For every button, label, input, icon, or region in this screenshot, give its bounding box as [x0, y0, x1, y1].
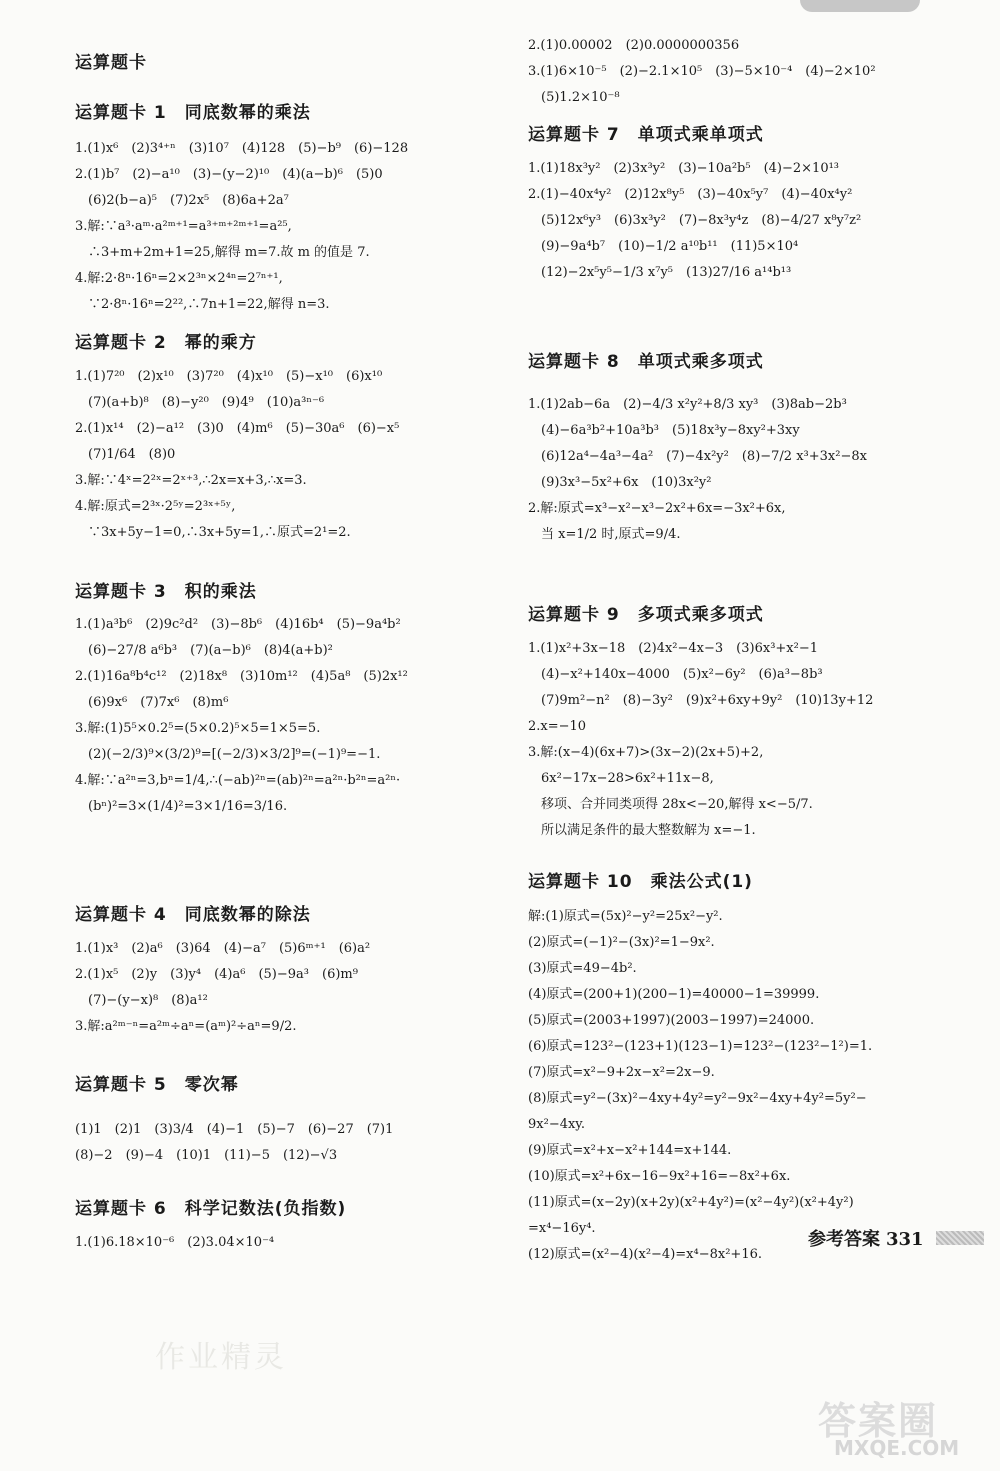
watermark-site: MXQE.COM [834, 1436, 960, 1460]
answer-block [528, 33, 978, 111]
answer-block [75, 612, 475, 820]
answer-block [528, 392, 978, 548]
answer-line: (6)12a⁴−4a³−4a² (7)−4x²y² (8)−7/2 x³+3x²−8x [528, 449, 867, 464]
answer-block [75, 136, 475, 318]
answer-line: (5)原式=(2003+1997)(2003−1997)=24000. [528, 1013, 815, 1028]
page-number: 331 [886, 1229, 924, 1250]
footer-label: 参考答案 [808, 1229, 880, 1250]
answer-line: (6)原式=123²−(123+1)(123−1)=123²−(123²−1²)=1. [528, 1039, 873, 1054]
answer-line: (5)12x⁶y³ (6)3x³y² (7)−8x³y⁴z (8)−4/27 x⁸y⁷z² [528, 213, 862, 228]
answer-line: =x⁴−16y⁴. [528, 1221, 596, 1236]
answer-line: (9)原式=x²+x−x²+144=x+144. [528, 1143, 732, 1158]
answer-line: 9x²−4xy. [528, 1117, 586, 1132]
answer-line: 2.(1)−40x⁴y² (2)12x⁸y⁵ (3)−40x⁵y⁷ (4)−40x⁴y² [528, 187, 853, 202]
answer-line: (7)原式=x²−9+2x−x²=2x−9. [528, 1065, 715, 1080]
answer-line: (11)原式=(x−2y)(x+2y)(x²+4y²)=(x²−4y²)(x²+4y²) [528, 1195, 854, 1210]
answer-line: ∵3x+5y−1=0,∴3x+5y=1,∴原式=2¹=2. [75, 525, 351, 540]
answer-line: (4)−x²+140x−4000 (5)x²−6y² (6)a³−8b³ [528, 667, 823, 682]
watermark-center: 作业精灵 [155, 1340, 287, 1375]
answer-line: 4.解:∵a²ⁿ=3,bⁿ=1/4,∴(−ab)²ⁿ=(ab)²ⁿ=a²ⁿ·b²ⁿ=a²ⁿ· [75, 773, 401, 788]
answer-line: 3.解:(1)5⁵×0.2⁵=(5×0.2)⁵×5=1×5=5. [75, 721, 321, 736]
answer-line: (6)−27/8 a⁶b³ (7)(a−b)⁶ (8)4(a+b)² [75, 643, 333, 658]
answer-line: (4)原式=(200+1)(200−1)=40000−1=39999. [528, 987, 820, 1002]
answer-line: 2.解:原式=x³−x²−x³−2x²+6x=−3x²+6x, [528, 501, 786, 516]
section-heading: 运算题卡 6 科学记数法(负指数) [75, 1199, 347, 1219]
section-heading: 运算题卡 2 幂的乘方 [75, 333, 257, 353]
section-heading: 运算题卡 4 同底数幂的除法 [75, 905, 311, 925]
answer-line: (4)−6a³b²+10a³b³ (5)18x³y−8xy²+3xy [528, 423, 800, 438]
answer-block [75, 1117, 475, 1169]
answer-line: (7)−(y−x)⁸ (8)a¹² [75, 993, 208, 1008]
section-heading: 运算题卡 [75, 53, 147, 73]
section-heading: 运算题卡 5 零次幂 [75, 1075, 239, 1095]
answer-line: 移项、合并同类项得 28x<−20,解得 x<−5/7. [528, 797, 813, 812]
answer-line: 当 x=1/2 时,原式=9/4. [528, 527, 681, 542]
answer-line: 4.解:原式=2³ˣ·2⁵ʸ=2³ˣ⁺⁵ʸ, [75, 499, 236, 514]
answer-line: 所以满足条件的最大整数解为 x=−1. [528, 823, 756, 838]
answer-line: 2.(1)b⁷ (2)−a¹⁰ (3)−(y−2)¹⁰ (4)(a−b)⁶ (5)0 [75, 167, 383, 182]
answer-line: 3.(1)6×10⁻⁵ (2)−2.1×10⁵ (3)−5×10⁻⁴ (4)−2×10² [528, 64, 876, 79]
answer-line: 6x²−17x−28>6x²+11x−8, [528, 771, 714, 786]
answer-line: 1.(1)7²⁰ (2)x¹⁰ (3)7²⁰ (4)x¹⁰ (5)−x¹⁰ (6)x¹⁰ [75, 369, 383, 384]
answer-line: (1)1 (2)1 (3)3/4 (4)−1 (5)−7 (6)−27 (7)1 [75, 1122, 394, 1137]
section-heading: 运算题卡 9 多项式乘多项式 [528, 605, 764, 625]
answer-line: 4.解:2·8ⁿ·16ⁿ=2×2³ⁿ×2⁴ⁿ=2⁷ⁿ⁺¹, [75, 271, 283, 286]
answer-line: 1.(1)a³b⁶ (2)9c²d² (3)−8b⁶ (4)16b⁴ (5)−9a⁴b² [75, 617, 401, 632]
answer-line: (9)3x³−5x²+6x (10)3x²y² [528, 475, 712, 490]
section-heading: 运算题卡 3 积的乘法 [75, 582, 257, 602]
answer-line: (8)−2 (9)−4 (10)1 (11)−5 (12)−√3 [75, 1148, 338, 1163]
watermark-logo: 答案圈 [818, 1399, 939, 1443]
answer-line: ∴3+m+2m+1=25,解得 m=7.故 m 的值是 7. [75, 245, 370, 260]
answer-line: 2.(1)x⁵ (2)y (3)y⁴ (4)a⁶ (5)−9a³ (6)m⁹ [75, 967, 358, 982]
answer-line: (9)−9a⁴b⁷ (10)−1/2 a¹⁰b¹¹ (11)5×10⁴ [528, 239, 799, 254]
answer-line: (12)−2x⁵y⁵−1/3 x⁷y⁵ (13)27/16 a¹⁴b¹³ [528, 265, 792, 280]
answer-block [75, 364, 475, 546]
answer-line: (5)1.2×10⁻⁸ [528, 90, 620, 105]
answer-line: (7)9m²−n² (8)−3y² (9)x²+6xy+9y² (10)13y+12 [528, 693, 874, 708]
answer-line: (6)9x⁶ (7)7x⁶ (8)m⁶ [75, 695, 229, 710]
answer-line: (7)(a+b)⁸ (8)−y²⁰ (9)4⁹ (10)a³ⁿ⁻⁶ [75, 395, 325, 410]
answer-line: (8)原式=y²−(3x)²−4xy+4y²=y²−9x²−4xy+4y²=5y²− [528, 1091, 867, 1106]
answer-line: (6)2(b−a)⁵ (7)2x⁵ (8)6a+2a⁷ [75, 193, 289, 208]
answer-line: (3)原式=49−4b². [528, 961, 637, 976]
answer-line: 解:(1)原式=(5x)²−y²=25x²−y². [528, 909, 723, 924]
answer-block [75, 1230, 475, 1256]
answer-line: 3.解:∵4ˣ=2²ˣ=2ˣ⁺³,∴2x=x+3,∴x=3. [75, 473, 307, 488]
answer-line: ∵2·8ⁿ·16ⁿ=2²²,∴7n+1=22,解得 n=3. [75, 297, 330, 312]
answer-line: 1.(1)6.18×10⁻⁶ (2)3.04×10⁻⁴ [75, 1235, 275, 1250]
answer-line: 3.解:∵a³·aᵐ·a²ᵐ⁺¹=a³⁺ᵐ⁺²ᵐ⁺¹=a²⁵, [75, 219, 292, 234]
answer-block [528, 156, 978, 286]
page-footer [808, 1225, 924, 1251]
answer-line: 2.x=−10 [528, 719, 587, 734]
answer-block [528, 904, 978, 1268]
answer-line: 2.(1)0.00002 (2)0.0000000356 [528, 38, 740, 53]
answer-line: 1.(1)2ab−6a (2)−4/3 x²y²+8/3 xy³ (3)8ab−2b³ [528, 397, 847, 412]
top-decoration [800, 0, 920, 12]
answer-line: (2)(−2/3)⁹×(3/2)⁹=[(−2/3)×3/2]⁹=(−1)⁹=−1. [75, 747, 381, 762]
answer-line: 1.(1)x³ (2)a⁶ (3)64 (4)−a⁷ (5)6ᵐ⁺¹ (6)a² [75, 941, 371, 956]
answer-line: 3.解:(x−4)(6x+7)>(3x−2)(2x+5)+2, [528, 745, 764, 760]
answer-line: 2.(1)16a⁸b⁴c¹² (2)18x⁸ (3)10m¹² (4)5a⁸ (5)2x¹² [75, 669, 408, 684]
section-heading: 运算题卡 10 乘法公式(1) [528, 872, 753, 892]
answer-line: (7)1/64 (8)0 [75, 447, 176, 462]
answer-line: 1.(1)18x³y² (2)3x³y² (3)−10a²b⁵ (4)−2×10¹³ [528, 161, 840, 176]
answer-block [528, 636, 978, 844]
footer-bar [936, 1231, 984, 1245]
section-heading: 运算题卡 8 单项式乘多项式 [528, 352, 764, 372]
answer-line: 2.(1)x¹⁴ (2)−a¹² (3)0 (4)m⁶ (5)−30a⁶ (6)−x⁵ [75, 421, 400, 436]
section-heading: 运算题卡 1 同底数幂的乘法 [75, 103, 311, 123]
answer-line: 1.(1)x²+3x−18 (2)4x²−4x−3 (3)6x³+x²−1 [528, 641, 819, 656]
answer-line: (2)原式=(−1)²−(3x)²=1−9x². [528, 935, 715, 950]
answer-block [75, 936, 475, 1040]
answer-line: 3.解:a²ᵐ⁻ⁿ=a²ᵐ÷aⁿ=(aᵐ)²÷aⁿ=9/2. [75, 1019, 297, 1034]
section-heading: 运算题卡 7 单项式乘单项式 [528, 125, 764, 145]
answer-line: 1.(1)x⁶ (2)3⁴⁺ⁿ (3)10⁷ (4)128 (5)−b⁹ (6)−128 [75, 141, 409, 156]
answer-line: (bⁿ)²=3×(1/4)²=3×1/16=3/16. [75, 799, 288, 814]
answer-line: (12)原式=(x²−4)(x²−4)=x⁴−8x²+16. [528, 1247, 762, 1262]
answer-line: (10)原式=x²+6x−16−9x²+16=−8x²+6x. [528, 1169, 791, 1184]
